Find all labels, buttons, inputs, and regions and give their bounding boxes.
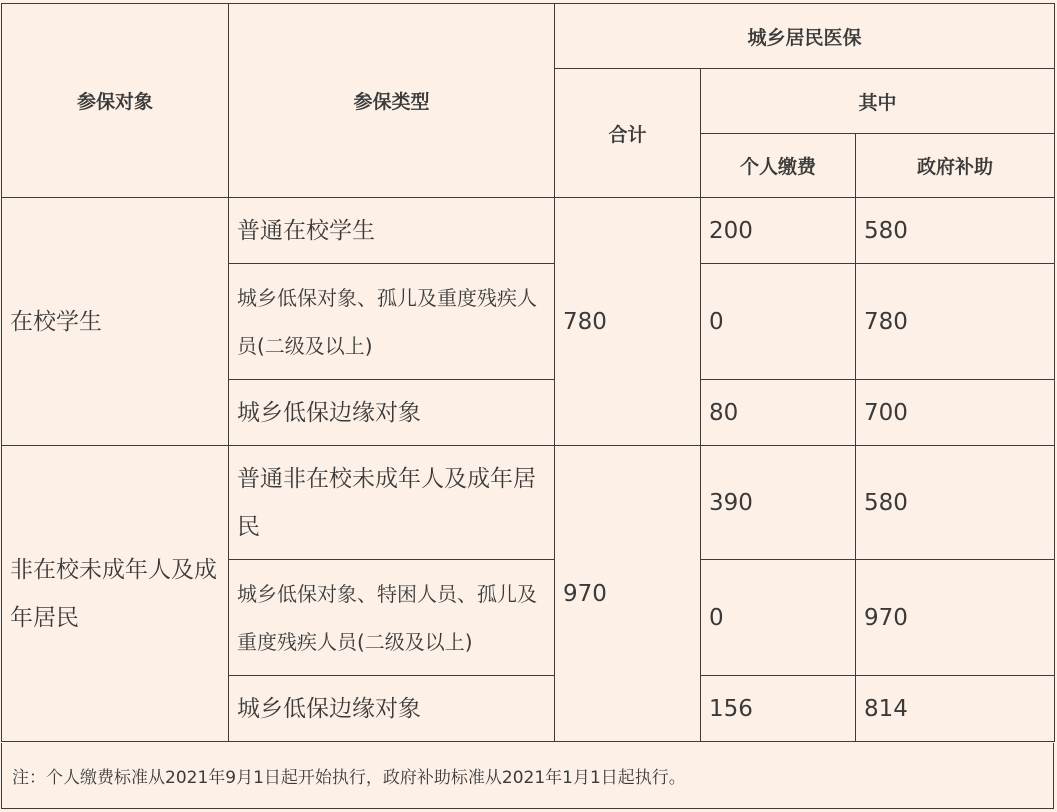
header-total: 合计 [555, 69, 701, 198]
subsidy-cell: 580 [856, 446, 1055, 560]
header-among: 其中 [701, 69, 1055, 134]
header-object: 参保对象 [2, 4, 229, 198]
table-row [2, 446, 1055, 560]
header-group: 城乡居民医保 [555, 4, 1055, 69]
subsidy-cell: 970 [856, 560, 1055, 676]
total-cell: 780 [555, 198, 701, 446]
group-label: 在校学生 [2, 198, 229, 446]
personal-cell: 80 [701, 380, 856, 446]
personal-cell: 0 [701, 560, 856, 676]
subsidy-cell: 780 [856, 264, 1055, 380]
type-cell: 城乡低保对象、孤儿及重度残疾人员(二级及以上) [229, 264, 555, 380]
type-cell: 普通非在校未成年人及成年居民 [229, 446, 555, 560]
personal-cell: 200 [701, 198, 856, 264]
subsidy-cell: 580 [856, 198, 1055, 264]
personal-cell: 0 [701, 264, 856, 380]
total-cell: 970 [555, 446, 701, 742]
subsidy-cell: 814 [856, 676, 1055, 742]
header-type: 参保类型 [229, 4, 555, 198]
group-label: 非在校未成年人及成年居民 [2, 446, 229, 742]
header-subsidy: 政府补助 [856, 134, 1055, 198]
header-personal: 个人缴费 [701, 134, 856, 198]
type-cell: 普通在校学生 [229, 198, 555, 264]
personal-cell: 156 [701, 676, 856, 742]
insurance-table [1, 3, 1055, 742]
personal-cell: 390 [701, 446, 856, 560]
table-note: 注：个人缴费标准从2021年9月1日起开始执行，政府补助标准从2021年1月1日起执行。 [1, 743, 1054, 809]
type-cell: 城乡低保对象、特困人员、孤儿及重度残疾人员(二级及以上) [229, 560, 555, 676]
type-cell: 城乡低保边缘对象 [229, 676, 555, 742]
subsidy-cell: 700 [856, 380, 1055, 446]
type-cell: 城乡低保边缘对象 [229, 380, 555, 446]
table-row [2, 198, 1055, 264]
